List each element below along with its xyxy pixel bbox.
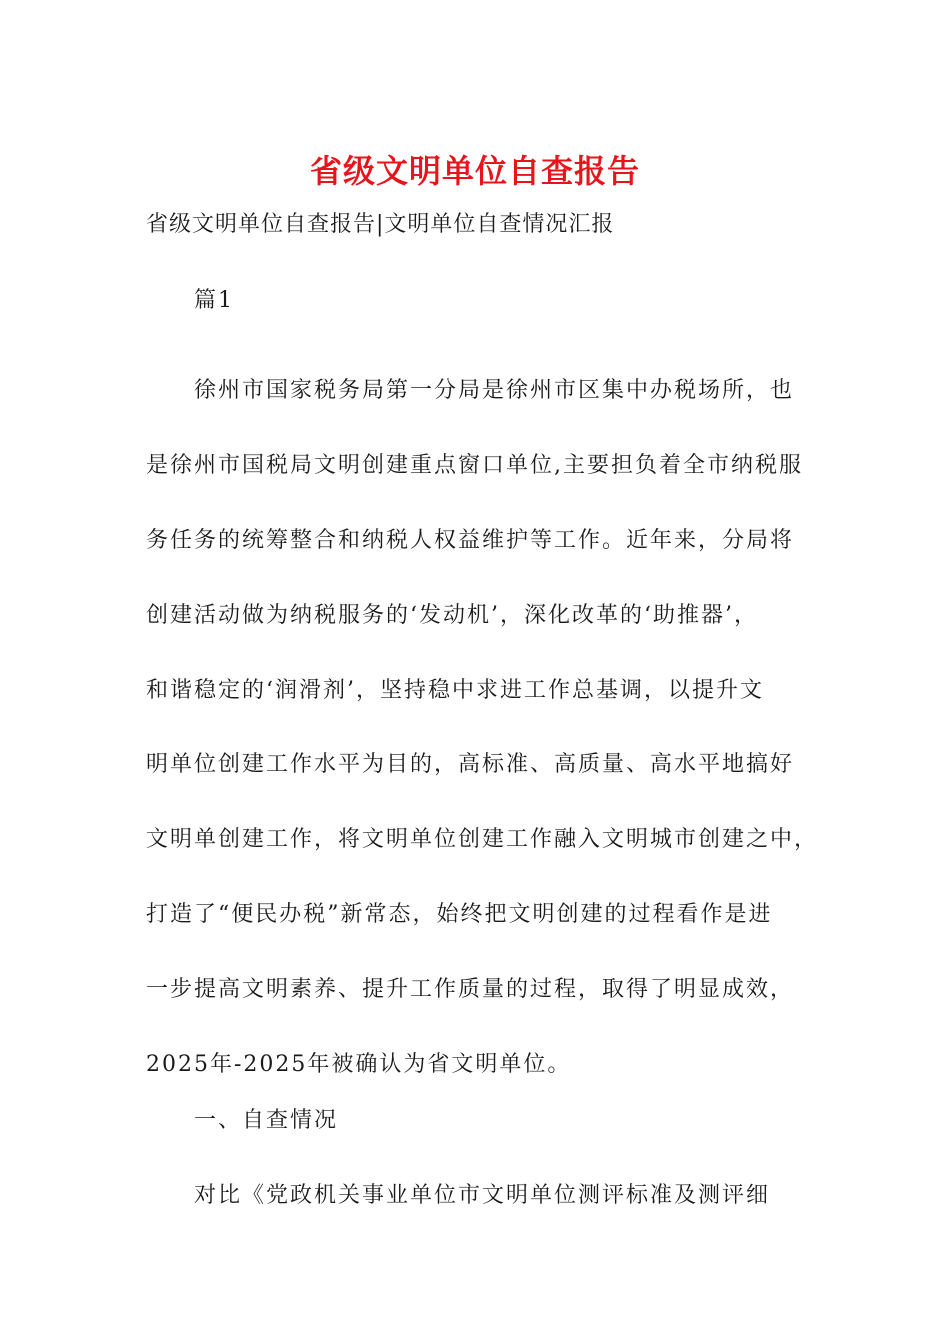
paragraph-line: 打造了“便民办税”新常态，始终把文明创建的过程看作是进 <box>146 902 773 928</box>
sub-heading: 一、自查情况 <box>194 1108 339 1133</box>
paragraph-line: 明单位创建工作水平为目的，高标准、高质量、高水平地搞好 <box>146 752 795 778</box>
paragraph-line: 和谐稳定的‘润滑剂’，坚持稳中求进工作总基调，以提升文 <box>146 677 764 703</box>
paragraph-line: 一步提高文明素养、提升工作质量的过程，取得了明显成效， <box>146 977 795 1003</box>
document-title: 省级文明单位自查报告 <box>309 152 640 190</box>
paragraph-line: 文明单创建工作，将文明单位创建工作融入文明城市创建之中， <box>146 827 819 853</box>
section-heading: 篇1 <box>194 288 234 313</box>
paragraph-line: 创建活动做为纳税服务的‘发动机’，深化改革的‘助推器’， <box>146 602 758 628</box>
body-paragraph <box>146 354 819 1103</box>
paragraph-line: 2025年-2025年被确认为省文明单位。 <box>146 1052 572 1078</box>
paragraph-line: 务任务的统筹整合和纳税人权益维护等工作。近年来，分局将 <box>146 527 795 553</box>
paragraph-line: 是徐州市国税局文明创建重点窗口单位,主要担负着全市纳税服 <box>146 452 803 478</box>
document-subtitle: 省级文明单位自查报告|文明单位自查情况汇报 <box>146 212 615 237</box>
tail-paragraph: 对比《党政机关事业单位市文明单位测评标准及测评细 <box>194 1183 771 1208</box>
paragraph-line: 徐州市国家税务局第一分局是徐州市区集中办税场所，也 <box>194 378 795 403</box>
